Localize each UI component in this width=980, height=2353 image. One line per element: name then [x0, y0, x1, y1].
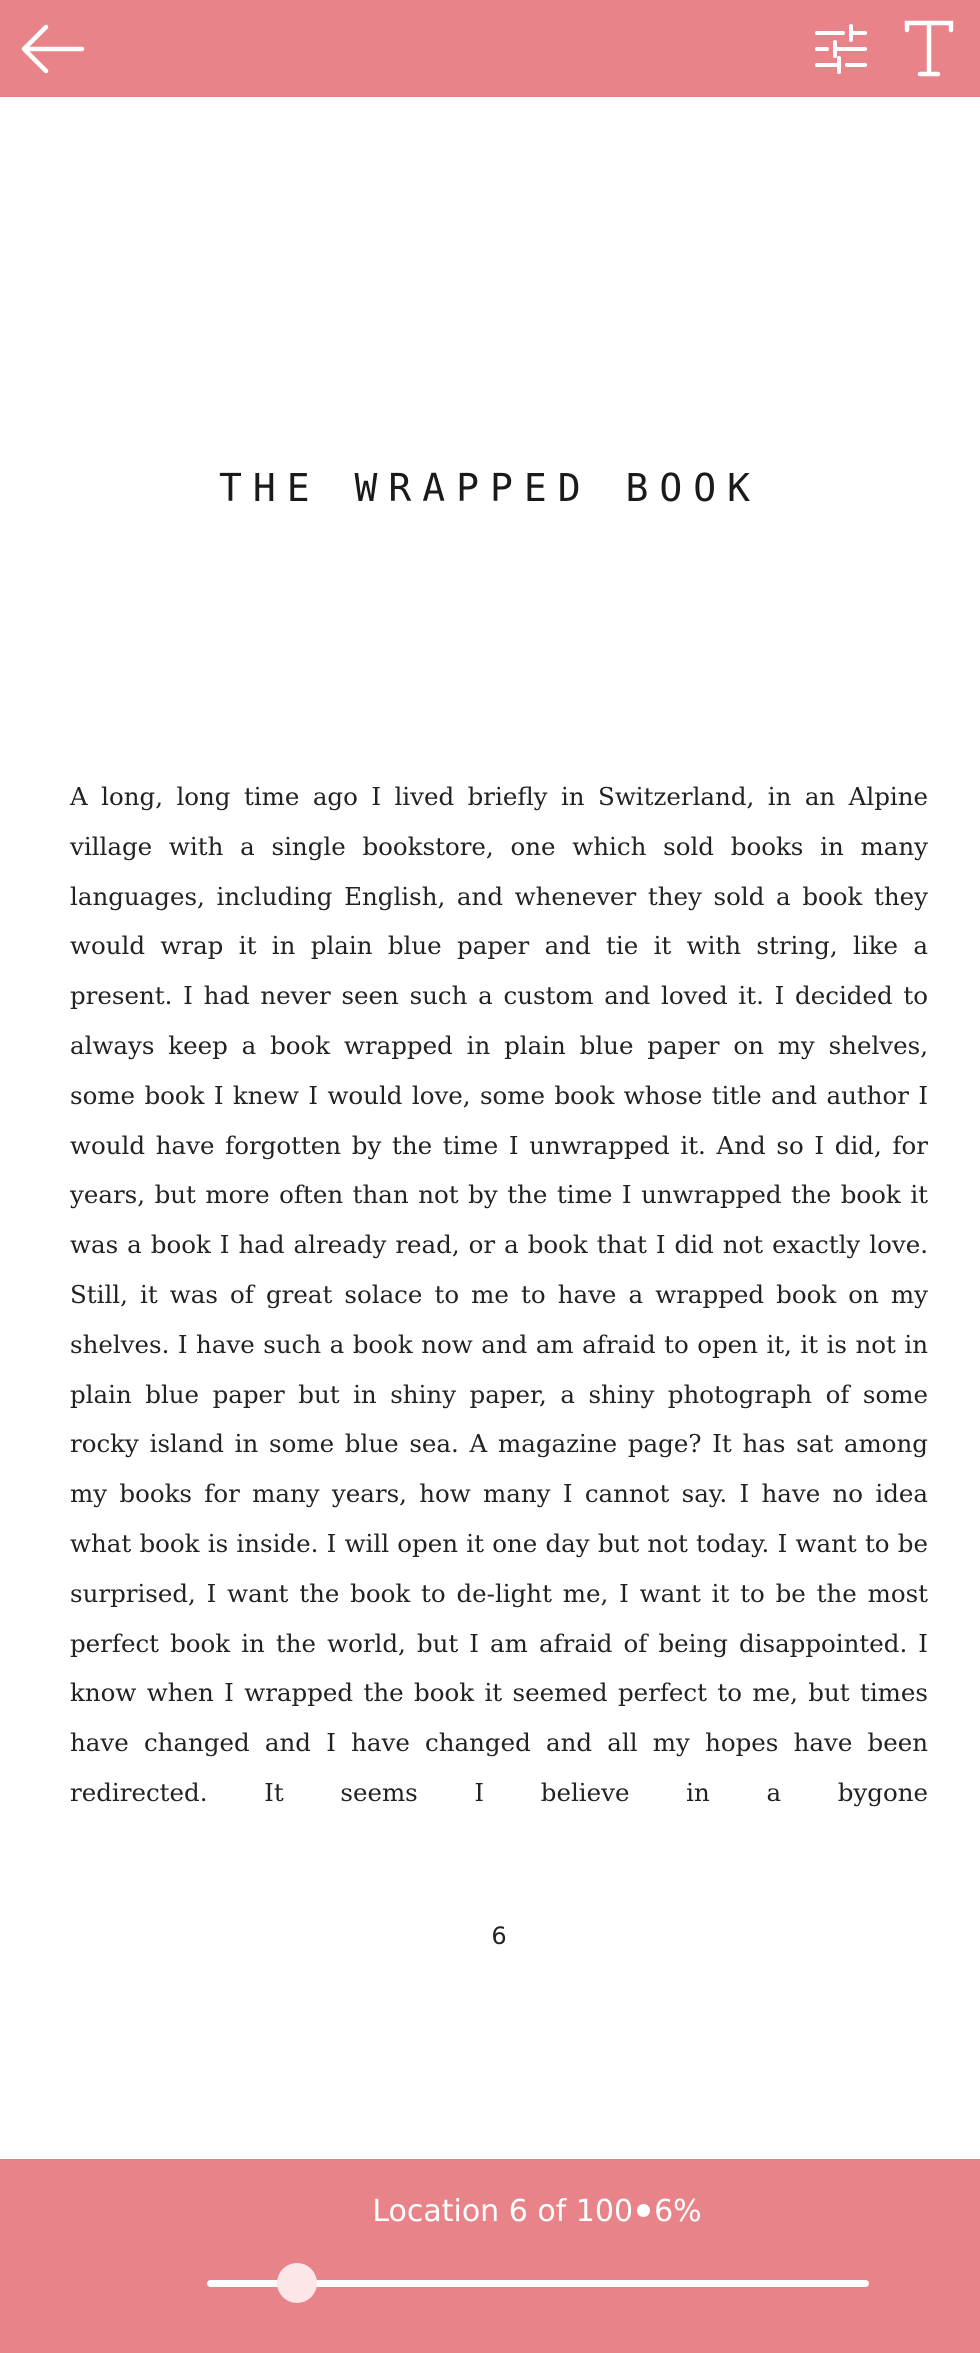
sliders-icon	[813, 21, 869, 77]
location-indicator	[0, 2194, 980, 2229]
chapter-body-text: A long, long time ago I lived briefly in Switzerland, in an Alpine village with a single bookstore, one which sold books in many languages, including English, and whenever they sold a book they would wrap it in plain blue paper and tie it with string, like a present. I had never seen such a custom and loved it. I decided to always keep a book wrapped in plain blue paper on my shelves, some book I knew I would love, some book whose title and author I would have forgotten by the time I unwrapped it. And so I did, for years, but more often than not by the time I unwrapped the book it was a book I had already read, or a book that I did not exactly love. Still, it was of great solace to me to have a wrapped book on my shelves. I have such a book now and am afraid to open it, it is not in plain blue paper but in shiny paper, a shiny photograph of some rocky island in some blue sea. A magazine page? It has sat among my books for many years, how many I cannot say. I have no idea what book is inside. I will open it one day but not today. I want to be surprised, I want the book to de-light me, I want it to be the most perfect book in the world, but I am afraid of being disappointed. I know when I wrapped the book it seemed perfect to me, but times have changed and I have changed and all my hopes have been redirected. It seems I believe in a bygone	[70, 782, 928, 1807]
separator-dot-icon	[637, 2204, 650, 2217]
progress-slider-thumb[interactable]	[277, 2263, 317, 2303]
chapter-title: THE WRAPPED BOOK	[218, 466, 762, 510]
reading-settings-button[interactable]	[806, 0, 876, 97]
top-toolbar	[0, 0, 980, 97]
location-text: Location 6 of 100	[372, 2194, 634, 2229]
back-button[interactable]	[12, 0, 92, 97]
page-number: 6	[491, 1922, 507, 1950]
font-settings-button[interactable]	[894, 0, 964, 97]
text-format-icon	[904, 20, 954, 78]
arrow-left-icon	[16, 22, 88, 76]
bottom-progress-bar	[0, 2159, 980, 2353]
percent-text: 6%	[654, 2194, 702, 2229]
